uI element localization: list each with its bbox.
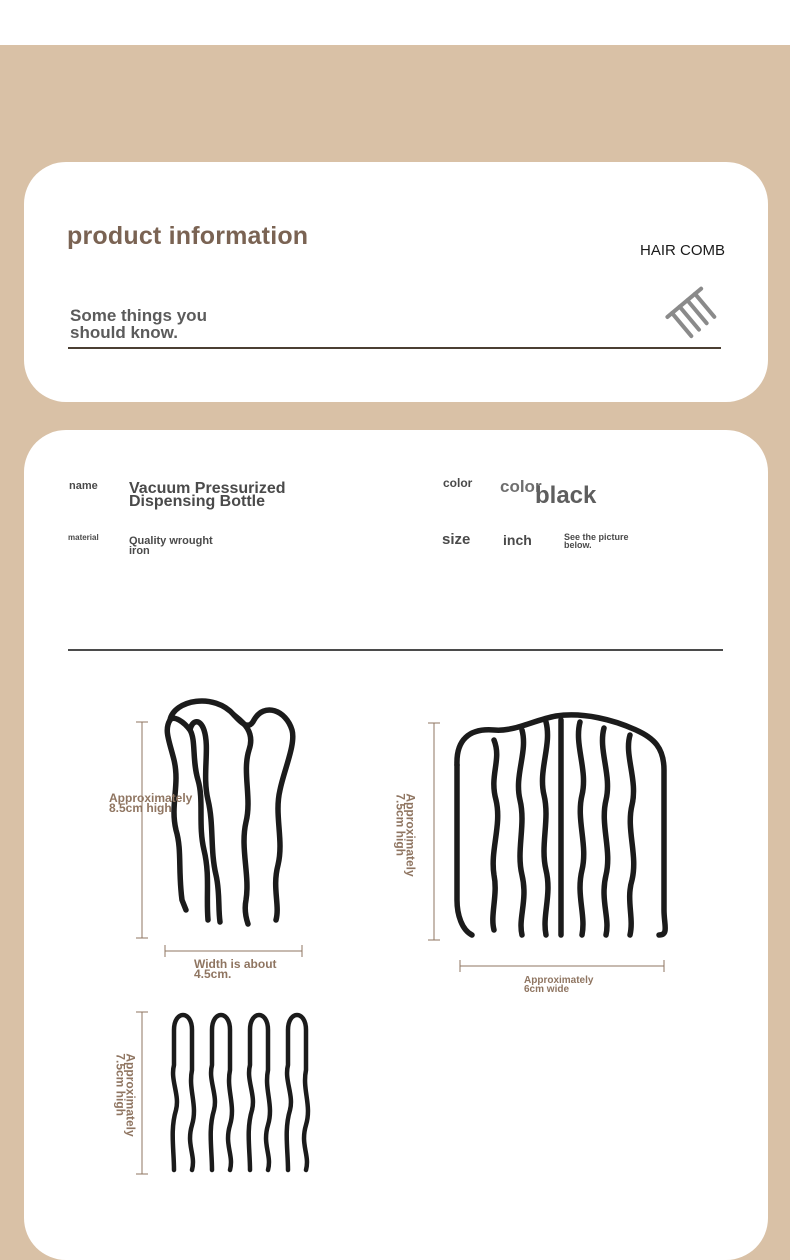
top-strip — [0, 0, 790, 45]
divider — [68, 347, 721, 349]
size-label: size — [442, 531, 471, 548]
name-label: name — [69, 480, 98, 492]
color-label: color — [443, 476, 473, 490]
subtitle: Some things you should know. — [70, 306, 207, 342]
category-tag: HAIR COMB — [640, 242, 726, 259]
material-label: material — [68, 533, 99, 542]
comb-3-height-label: Approximately 7.5cm high — [113, 1053, 138, 1137]
color-value: black — [535, 482, 597, 509]
name-value: Vacuum Pressurized Dispensing Bottle — [129, 480, 286, 510]
comb-1-height-label: Approximately 8.5cm high — [109, 791, 193, 815]
product-info-card — [24, 162, 768, 402]
page-title: product information — [67, 222, 309, 250]
comb-2-image — [457, 715, 665, 935]
color-key: color — [500, 477, 542, 496]
comb-1-width-label: Width is about 4.5cm. — [194, 957, 277, 981]
comb-icon — [662, 282, 722, 342]
comb-2-height-label: Approximately 7.5cm high — [393, 793, 418, 877]
size-unit: inch — [503, 532, 532, 548]
specs-card — [24, 430, 768, 1260]
material-value: Quality wrought iron — [129, 535, 213, 557]
comb-3-image — [173, 1015, 308, 1170]
comb-2-width-label: Approximately 6cm wide — [524, 975, 594, 995]
size-note: See the picture below. — [564, 532, 629, 550]
